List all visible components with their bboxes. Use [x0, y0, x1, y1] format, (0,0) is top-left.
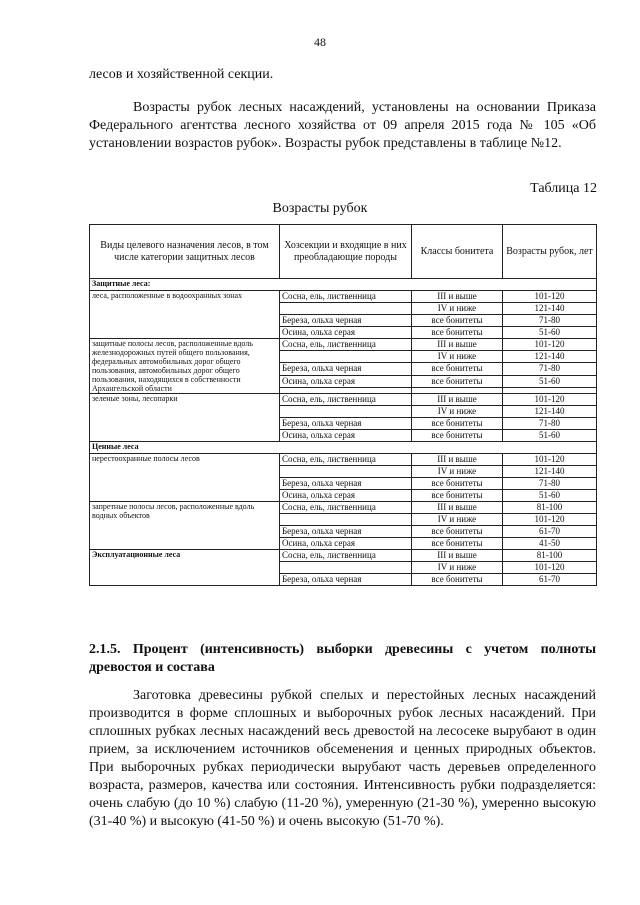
species-cell: Береза, ольха черная [280, 315, 412, 327]
site-class-cell: III и выше [412, 394, 503, 406]
intro-paragraph: Возрасты рубок лесных насаждений, установлены на основании Приказа Федерального агентства лесного хозяйства от 09 апреля 2015 года № 105 «Об установлении возрастов рубок». Возрасты рубок представлены в таблице №12. [89, 100, 596, 151]
species-cell [280, 562, 412, 574]
site-class-cell: все бонитеты [412, 418, 503, 430]
table-row [90, 454, 597, 466]
species-cell [280, 303, 412, 315]
site-class-cell: все бонитеты [412, 315, 503, 327]
species-cell: Сосна, ель, лиственница [280, 291, 412, 303]
site-class-cell: все бонитеты [412, 574, 503, 586]
site-class-cell: все бонитеты [412, 538, 503, 550]
species-cell: Береза, ольха черная [280, 574, 412, 586]
cutting-age-cell: 61-70 [503, 526, 597, 538]
table-row [90, 339, 597, 351]
forest-purpose-cell: зеленые зоны, лесопарки [90, 394, 280, 442]
table-number: Таблица 12 [530, 181, 597, 196]
table-section-row [90, 442, 597, 454]
species-cell [280, 514, 412, 526]
cutting-age-cell: 101-120 [503, 514, 597, 526]
cutting-age-cell: 51-60 [503, 430, 597, 442]
species-cell: Береза, ольха черная [280, 418, 412, 430]
table-row [90, 550, 597, 562]
site-class-cell: IV и ниже [412, 406, 503, 418]
species-cell: Сосна, ель, лиственница [280, 550, 412, 562]
cutting-age-cell: 51-60 [503, 327, 597, 339]
site-class-cell: все бонитеты [412, 363, 503, 375]
cutting-age-table [89, 224, 597, 586]
header-site-class: Классы бонитета [412, 225, 503, 279]
cutting-age-cell: 51-60 [503, 490, 597, 502]
site-class-cell: III и выше [412, 550, 503, 562]
table-header-row [90, 225, 597, 279]
species-cell: Осина, ольха серая [280, 490, 412, 502]
site-class-cell: все бонитеты [412, 490, 503, 502]
species-cell: Береза, ольха черная [280, 363, 412, 375]
species-cell: Береза, ольха черная [280, 526, 412, 538]
table-section-title: Ценные леса [90, 442, 597, 454]
site-class-cell: все бонитеты [412, 478, 503, 490]
site-class-cell: все бонитеты [412, 526, 503, 538]
site-class-cell: III и выше [412, 454, 503, 466]
cutting-age-cell: 61-70 [503, 574, 597, 586]
cutting-age-cell: 71-80 [503, 418, 597, 430]
species-cell: Сосна, ель, лиственница [280, 394, 412, 406]
cutting-age-cell: 101-120 [503, 339, 597, 351]
species-cell: Сосна, ель, лиственница [280, 454, 412, 466]
site-class-cell: III и выше [412, 291, 503, 303]
body-paragraph: Заготовка древесины рубкой спелых и перестойных лесных насаждений производится в форме сплошных и выборочных рубок лесных насаждений. При сплошных рубках лесных насаждений весь древостой на лесосеке вырубают в один прием, за исключением источников обсеменения и ценных природных объектов. При выборочных рубках периодически вырубают часть деревьев определенного возраста, размеров, качества или состояния. Интенсивность рубки подразделяется: очень слабую (до 10 %) слабую (11-20 %), умеренную (21-30 %), умеренно высокую (31-40 %) и высокую (41-50 %) и очень высокую (51-70 %). [89, 688, 596, 829]
species-cell [280, 406, 412, 418]
table-row [90, 502, 597, 514]
site-class-cell: III и выше [412, 339, 503, 351]
species-cell: Сосна, ель, лиственница [280, 502, 412, 514]
cutting-age-cell: 121-140 [503, 351, 597, 363]
header-forest-purpose: Виды целевого назначения лесов, в том числе категории защитных лесов [90, 225, 280, 279]
species-cell: Осина, ольха серая [280, 538, 412, 550]
page-number: 48 [314, 35, 326, 49]
table-body [90, 279, 597, 586]
section-heading: 2.1.5. Процент (интенсивность) выборки древесины с учетом полноты древостоя и состава [89, 642, 596, 675]
cutting-age-cell: 101-120 [503, 562, 597, 574]
site-class-cell: все бонитеты [412, 375, 503, 387]
cutting-age-cell: 121-140 [503, 406, 597, 418]
species-cell [280, 351, 412, 363]
species-cell: Сосна, ель, лиственница [280, 339, 412, 351]
cutting-age-cell: 71-80 [503, 363, 597, 375]
species-cell: Осина, ольха серая [280, 430, 412, 442]
site-class-cell: все бонитеты [412, 430, 503, 442]
site-class-cell: IV и ниже [412, 562, 503, 574]
cutting-age-cell: 81-100 [503, 550, 597, 562]
forest-purpose-cell: леса, расположенные в водоохранных зонах [90, 291, 280, 339]
cutting-age-cell: 101-120 [503, 291, 597, 303]
species-cell: Осина, ольха серая [280, 375, 412, 387]
forest-purpose-cell: запретные полосы лесов, расположенные вдоль водных объектов [90, 502, 280, 550]
header-economic-section: Хозсекции и входящие в них преобладающие породы [280, 225, 412, 279]
table-caption: Возрасты рубок [272, 201, 368, 216]
table-row [90, 291, 597, 303]
table-row [90, 394, 597, 406]
cutting-age-cell: 121-140 [503, 303, 597, 315]
table-section-title: Защитные леса: [90, 279, 597, 291]
forest-purpose-cell: нерестоохранные полосы лесов [90, 454, 280, 502]
cutting-age-cell: 101-120 [503, 454, 597, 466]
site-class-cell: III и выше [412, 502, 503, 514]
exploitation-forests-title: Эксплуатационные леса [90, 550, 280, 586]
cutting-age-cell: 41-50 [503, 538, 597, 550]
continuation-text: лесов и хозяйственной секции. [89, 67, 274, 82]
table-section-row [90, 279, 597, 291]
site-class-cell: IV и ниже [412, 466, 503, 478]
species-cell: Осина, ольха серая [280, 327, 412, 339]
cutting-age-cell: 71-80 [503, 478, 597, 490]
cutting-age-cell: 71-80 [503, 315, 597, 327]
cutting-age-cell: 81-100 [503, 502, 597, 514]
cutting-age-cell: 121-140 [503, 466, 597, 478]
site-class-cell: все бонитеты [412, 327, 503, 339]
site-class-cell: IV и ниже [412, 514, 503, 526]
site-class-cell: IV и ниже [412, 303, 503, 315]
forest-purpose-cell: защитные полосы лесов, расположенные вдоль железнодорожных путей общего пользования, федеральных автомобильных дорог общего пользования, автомобильных дорог общего пользования, находящихся в собственности Архангельской области [90, 339, 280, 394]
cutting-age-cell: 101-120 [503, 394, 597, 406]
header-cutting-age: Возрасты рубок, лет [503, 225, 597, 279]
species-cell [280, 466, 412, 478]
site-class-cell: IV и ниже [412, 351, 503, 363]
species-cell: Береза, ольха черная [280, 478, 412, 490]
cutting-age-cell: 51-60 [503, 375, 597, 387]
